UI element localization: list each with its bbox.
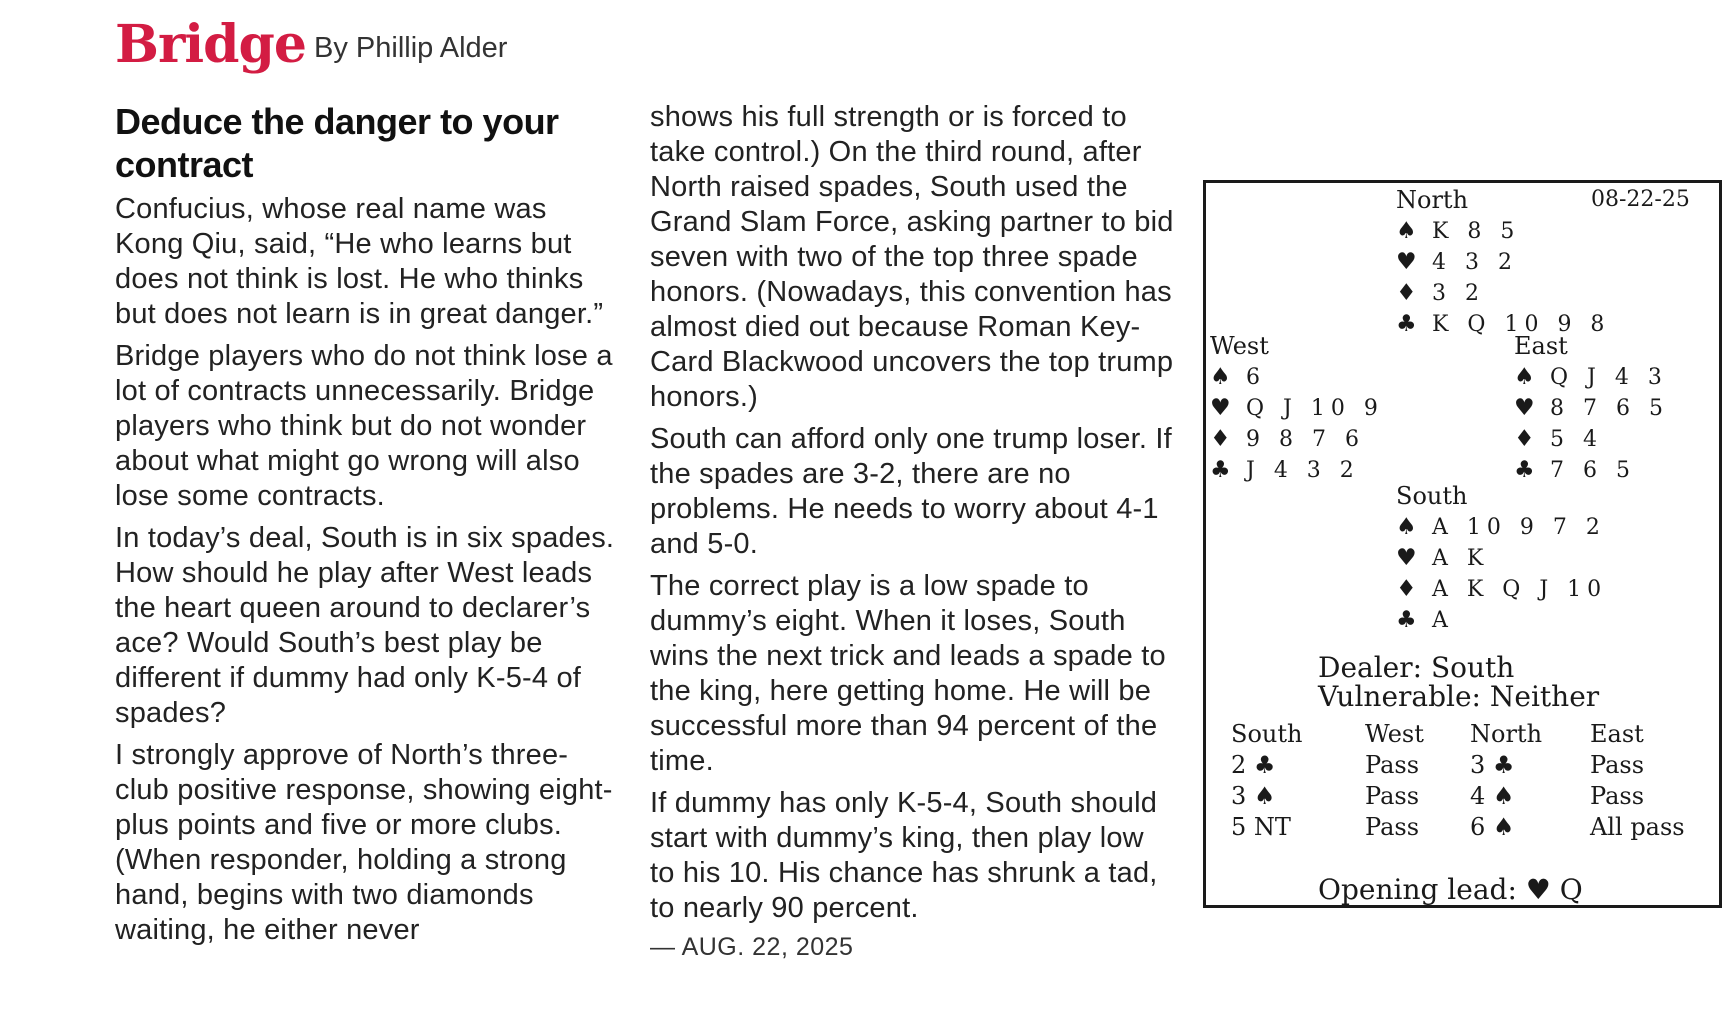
hand-north-diamonds: ♦ 3 2 [1396, 278, 1610, 309]
article-paragraph: Confucius, whose real name was Kong Qiu, said, “He who learns but does not think is lost. He who thinks but does not learn is in great danger.” [115, 193, 604, 330]
hand-north-hearts: ♥ 4 3 2 [1396, 247, 1610, 278]
auction-bid: Pass [1365, 750, 1420, 779]
auction-bid: 3 ♠ [1231, 781, 1276, 810]
auction-row [1231, 811, 1701, 842]
hand-south-hearts: ♥ A K [1396, 543, 1607, 574]
article-paragraph: South can afford only one trump loser. If the spades are 3-2, there are no problems. He needs to worry about 4-1 and 5-0. [650, 423, 1172, 560]
hand-east [1514, 331, 1669, 486]
auction-header: West [1365, 719, 1424, 748]
club-icon: ♣ [1396, 607, 1417, 633]
hand-east-diamonds: ♦ 5 4 [1514, 424, 1669, 455]
hand-south-clubs: ♣ A [1396, 605, 1607, 636]
article-paragraph: shows his full strength or is forced to take control.) On the third round, after North raised spades, South used the Grand Slam Force, asking partner to bid seven with two of the top three spade honors. (Nowadays, this convention has almost died out because Roman Key-Card Blackwood uncovers the top trump honors.) [650, 101, 1174, 413]
opening-lead: Opening lead: ♥ Q [1318, 873, 1583, 906]
auction-row [1231, 780, 1701, 811]
auction-bid: Pass [1590, 750, 1645, 779]
article-paragraph: Bridge players who do not think lose a lot of contracts unnecessarily. Bridge players who think but do not wonder about what might go wrong will also lose some contracts. [115, 340, 613, 512]
article-paragraph: In today’s deal, South is in six spades. How should he play after West leads the heart queen around to declarer’s ace? Would South’s best play be different if dummy had only K-5-4 of spades? [115, 522, 615, 729]
article-paragraph: If dummy has only K-5-4, South should start with dummy’s king, then play low to his 10. His chance has shrunk a tad, to nearly 90 percent. [650, 787, 1158, 924]
hand-south-name: South [1396, 482, 1468, 510]
auction-bid: Pass [1590, 781, 1645, 810]
spade-icon: ♠ [1396, 218, 1417, 244]
auction-bid: 5 NT [1231, 812, 1291, 841]
diamond-icon: ♦ [1396, 280, 1417, 306]
dealer-label: Dealer: South [1318, 651, 1515, 684]
spade-icon: ♠ [1396, 514, 1417, 540]
spade-icon: ♠ [1514, 364, 1535, 390]
vulnerable-label: Vulnerable: Neither [1318, 680, 1600, 713]
deal-diagram [1203, 180, 1722, 908]
article-headline: Deduce the danger to your contract [115, 101, 559, 185]
diamond-icon: ♦ [1396, 576, 1417, 602]
auction-header-row [1231, 718, 1701, 749]
hand-west-name: West [1210, 332, 1269, 360]
hand-north-name: North [1396, 186, 1469, 214]
brand-title: Bridge [115, 14, 306, 75]
club-icon: ♣ [1396, 311, 1417, 337]
hand-north-spades: ♠ K 8 5 [1396, 216, 1610, 247]
auction-row [1231, 749, 1701, 780]
hand-west-diamonds: ♦ 9 8 7 6 [1210, 424, 1384, 455]
hand-east-name: East [1514, 332, 1568, 360]
club-icon: ♣ [1210, 457, 1231, 483]
auction-bid: 3 ♣ [1470, 750, 1515, 779]
heart-icon: ♥ [1396, 249, 1417, 275]
deal-id: 08-22-25 [1591, 187, 1690, 212]
auction-header: North [1470, 719, 1543, 748]
heart-icon: ♥ [1396, 545, 1417, 571]
hand-north-clubs: ♣ K Q 10 9 8 [1396, 309, 1610, 340]
auction-bid: 2 ♣ [1231, 750, 1276, 779]
hand-west-spades: ♠ 6 [1210, 362, 1384, 393]
diamond-icon: ♦ [1514, 426, 1535, 452]
hand-west-clubs: ♣ J 4 3 2 [1210, 455, 1384, 486]
article-column-2 [650, 100, 1175, 962]
hand-west-hearts: ♥ Q J 10 9 [1210, 393, 1384, 424]
auction-bid: 4 ♠ [1470, 781, 1515, 810]
diamond-icon: ♦ [1210, 426, 1231, 452]
hand-south-diamonds: ♦ A K Q J 10 [1396, 574, 1607, 605]
auction-bid: All pass [1590, 812, 1685, 841]
auction-bid: Pass [1365, 781, 1420, 810]
hand-west [1210, 331, 1384, 486]
hand-south-spades: ♠ A 10 9 7 2 [1396, 512, 1607, 543]
hand-north [1396, 185, 1610, 340]
spade-icon: ♠ [1210, 364, 1231, 390]
hand-east-clubs: ♣ 7 6 5 [1514, 455, 1669, 486]
hand-east-spades: ♠ Q J 4 3 [1514, 362, 1669, 393]
heart-icon: ♥ [1210, 395, 1231, 421]
article-paragraph: The correct play is a low spade to dummy’s eight. When it loses, South wins the next trick and leads a spade to the king, here getting home. He will be successful more than 94 percent of the time. [650, 570, 1166, 777]
article-paragraph: I strongly approve of North’s three-club positive response, showing eight-plus points and five or more clubs. (When responder, holding a strong hand, begins with two diamonds waiting, he either never [115, 739, 613, 946]
deal-info [1318, 653, 1599, 711]
article-column-1 [115, 100, 620, 955]
dateline: — AUG. 22, 2025 [650, 933, 854, 961]
auction-table [1231, 718, 1701, 842]
hand-south [1396, 481, 1607, 636]
heart-icon: ♥ [1514, 395, 1535, 421]
auction-bid: 6 ♠ [1470, 812, 1515, 841]
byline: By Phillip Alder [314, 32, 508, 64]
auction-header: South [1231, 719, 1303, 748]
auction-header: East [1590, 719, 1644, 748]
club-icon: ♣ [1514, 457, 1535, 483]
hand-east-hearts: ♥ 8 7 6 5 [1514, 393, 1669, 424]
auction-bid: Pass [1365, 812, 1420, 841]
